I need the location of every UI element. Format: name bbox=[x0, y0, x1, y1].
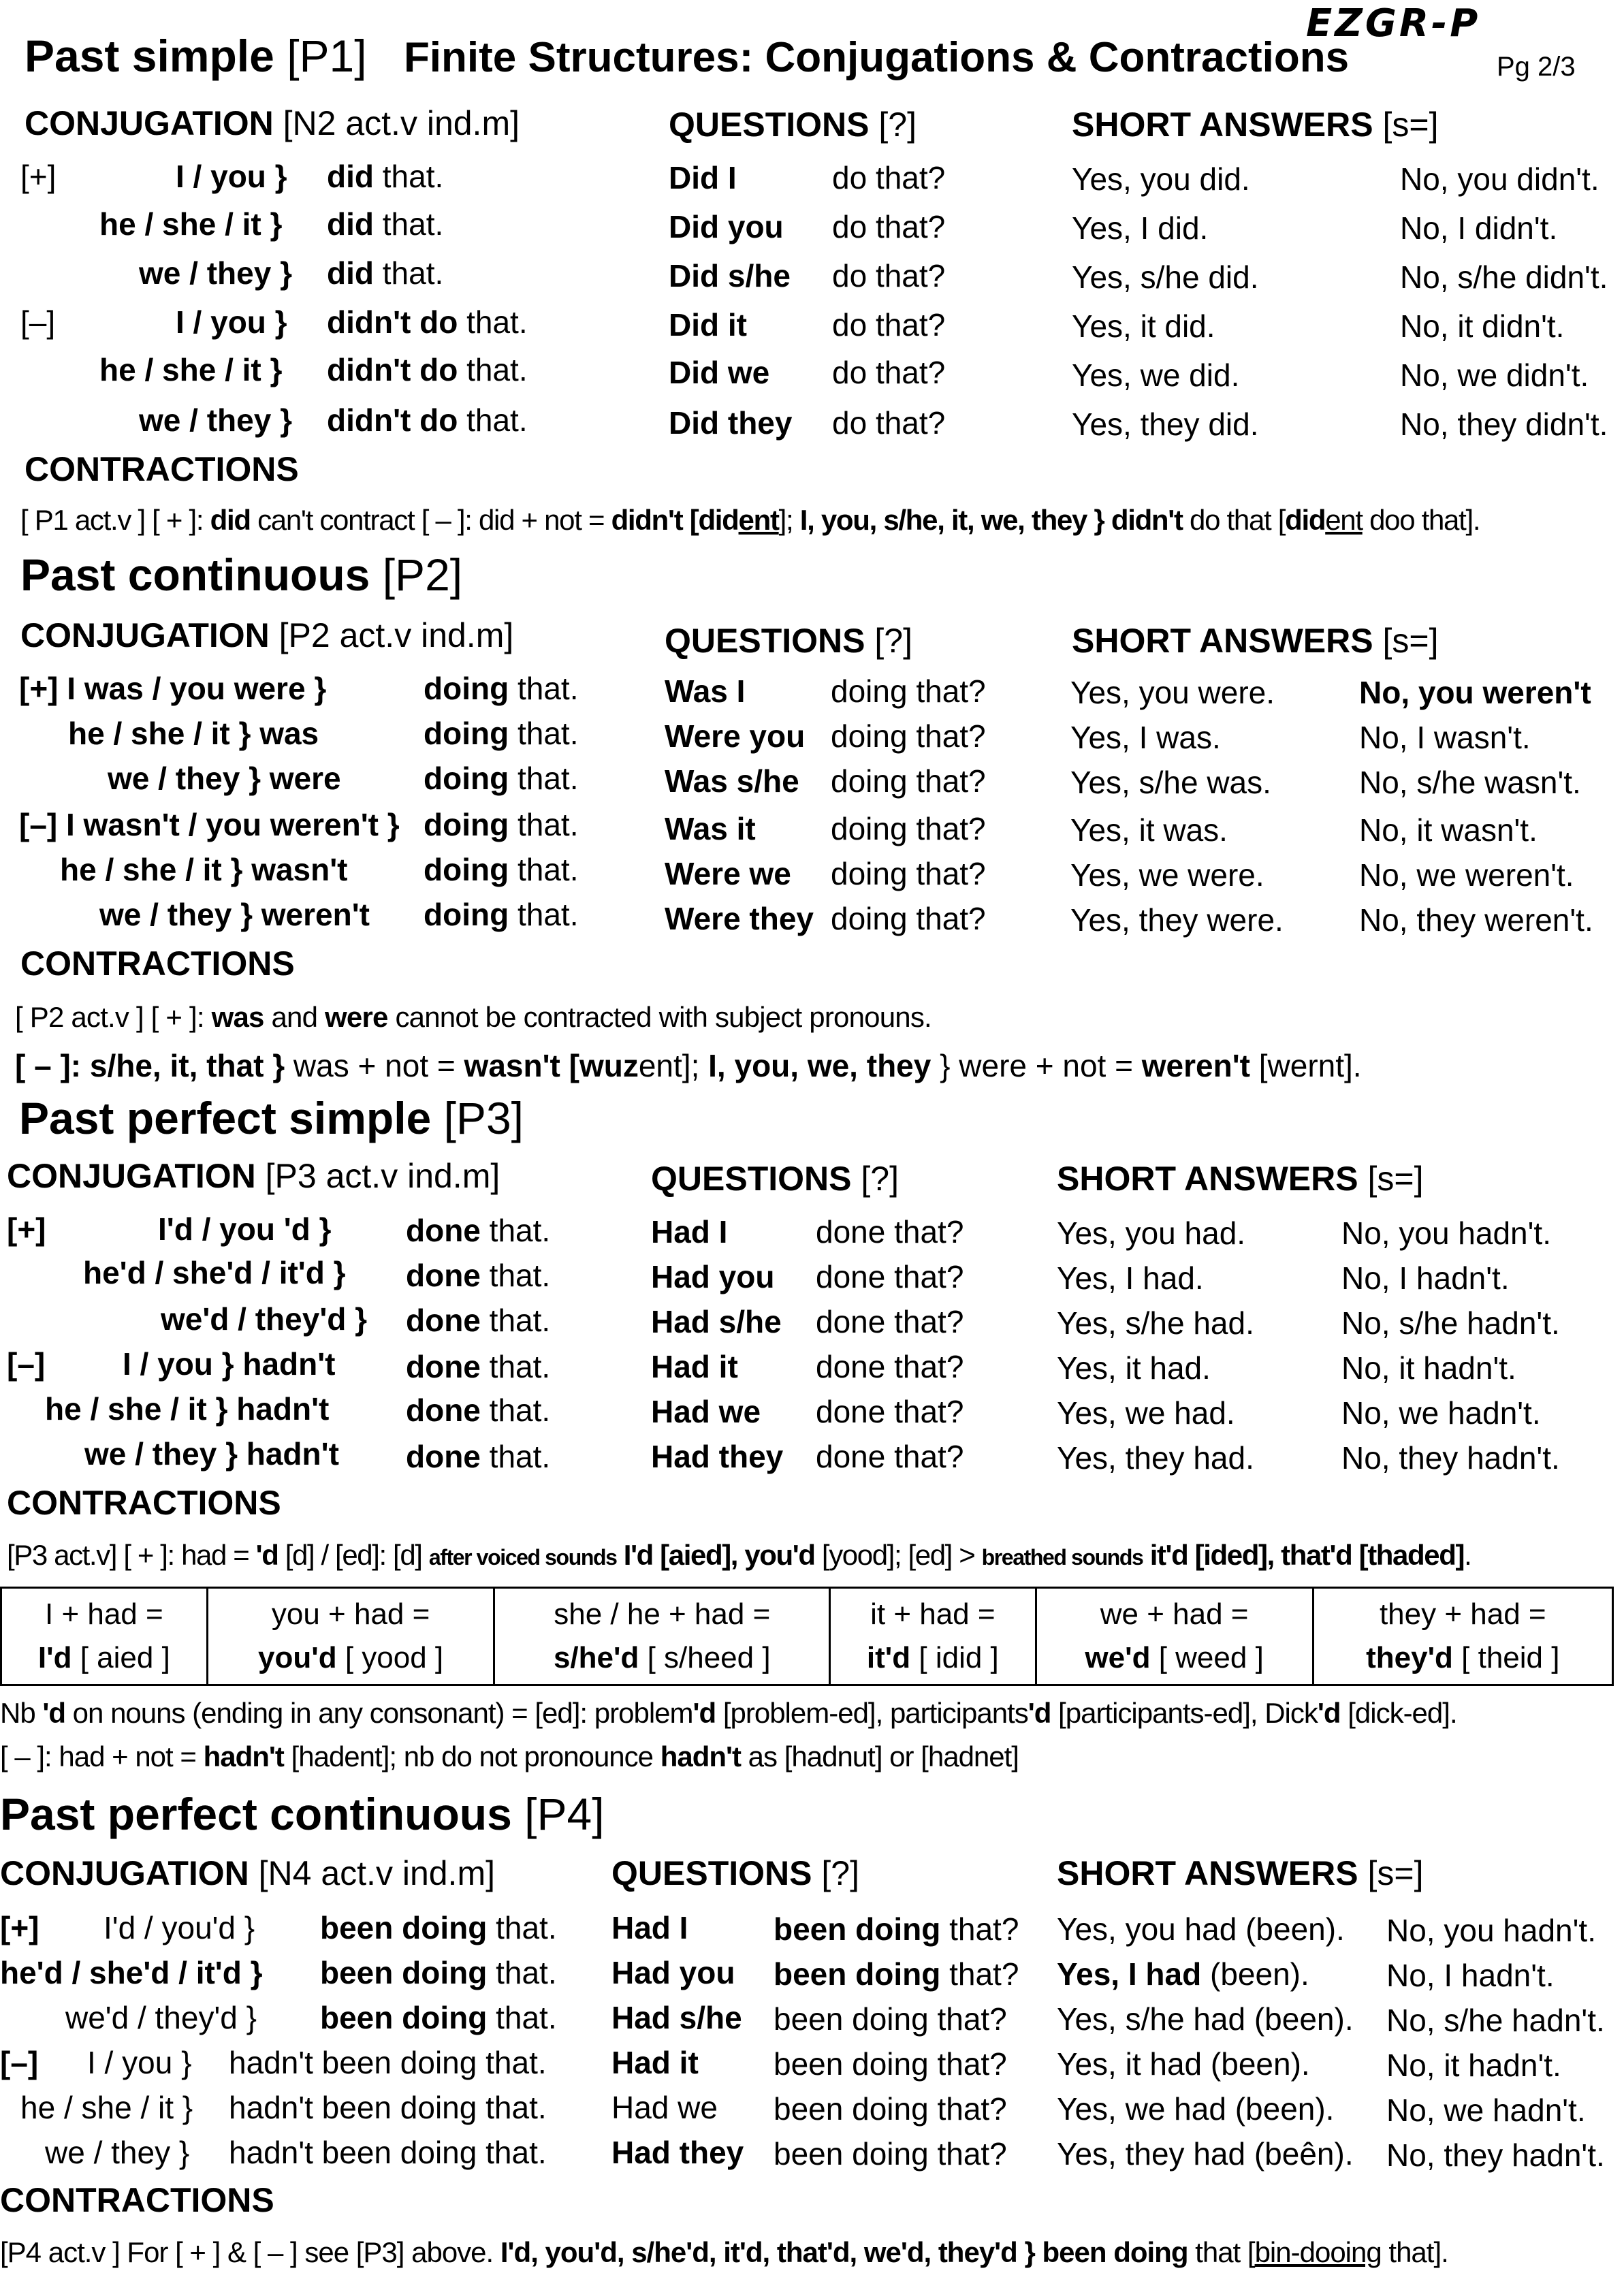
short-answer-yes: Yes, I had. bbox=[1057, 1260, 1204, 1296]
question-verb: been doing that? bbox=[774, 1956, 1019, 1992]
conj-subject: we'd / they'd } bbox=[161, 1301, 368, 1337]
question-subject: Did they bbox=[669, 405, 793, 441]
short-answer-yes: Yes, we had (been). bbox=[1057, 2091, 1335, 2127]
question-subject: Had it bbox=[611, 2045, 699, 2080]
short-answer-no: No, we hadn't. bbox=[1386, 2093, 1586, 2128]
short-answer-yes: Yes, s/he had. bbox=[1057, 1305, 1254, 1341]
questions-header-p3: QUESTIONS [?] bbox=[651, 1160, 899, 1198]
sign-minus-p4: [–] bbox=[0, 2045, 39, 2080]
short-answer-yes: Yes, it was. bbox=[1070, 812, 1228, 848]
short-answer-no: No, you didn't. bbox=[1400, 161, 1599, 197]
question-verb: done that? bbox=[816, 1259, 964, 1294]
short-answer-yes: Yes, s/he had (been). bbox=[1057, 2001, 1354, 2037]
question-subject: Had they bbox=[611, 2135, 744, 2170]
conj-verb: didn't do that. bbox=[327, 402, 528, 438]
question-subject: Had we bbox=[651, 1394, 761, 1429]
conjugation-header-p2: CONJUGATION [P2 act.v ind.m] bbox=[20, 616, 514, 654]
question-verb: do that? bbox=[832, 258, 946, 293]
short-answer-no: No, s/he wasn't. bbox=[1359, 765, 1581, 800]
conj-verb: doing that. bbox=[424, 897, 579, 932]
question-verb: doing that? bbox=[831, 763, 986, 799]
short-answer-no: No, it didn't. bbox=[1400, 308, 1565, 344]
short-answer-no: No, they didn't. bbox=[1400, 407, 1608, 442]
question-verb: doing that? bbox=[831, 673, 986, 709]
conj-subject: [–] I wasn't / you weren't } bbox=[19, 807, 400, 842]
question-subject: Did it bbox=[669, 307, 747, 343]
questions-header-p2: QUESTIONS [?] bbox=[665, 622, 912, 660]
short-answer-yes: Yes, it had (been). bbox=[1057, 2046, 1310, 2082]
short-answer-no: No, they weren't. bbox=[1359, 902, 1593, 938]
conj-verb: didn't do that. bbox=[327, 304, 528, 340]
nb-note-1: Nb 'd on nouns (ending in any consonant) = [ed]: problem'd [problem-ed], participants'd [participants-ed], Dick'd [dick-ed]. bbox=[0, 1697, 1457, 1729]
short-answer-no: No, we hadn't. bbox=[1341, 1395, 1541, 1431]
question-verb: do that? bbox=[832, 405, 946, 441]
short-answer-no: No, I wasn't. bbox=[1359, 720, 1531, 755]
conj-subject: we / they } bbox=[139, 255, 292, 291]
conj-subject: he / she / it } bbox=[99, 352, 283, 387]
short-answer-no: No, it wasn't. bbox=[1359, 812, 1538, 848]
contractions-note-p2-line2: [ – ]: s/he, it, that } was + not = wasn't [wuzent]; I, you, we, they } were + not = weren't [wernt]. bbox=[15, 1048, 1362, 1083]
conj-verb: done that. bbox=[406, 1303, 551, 1338]
short-answer-yes: Yes, they did. bbox=[1072, 407, 1259, 442]
question-subject: Was it bbox=[665, 811, 756, 846]
conj-verb: doing that. bbox=[424, 716, 579, 751]
question-subject: Was I bbox=[665, 673, 746, 709]
short-answers-header-p1: SHORT ANSWERS [s=] bbox=[1072, 106, 1439, 144]
contractions-note-p2-line1: [ P2 act.v ] [ + ]: was and were cannot be contracted with subject pronouns. bbox=[15, 1001, 932, 1033]
short-answer-no: No, s/he hadn't. bbox=[1386, 2003, 1605, 2038]
short-answer-yes: Yes, s/he did. bbox=[1072, 259, 1259, 295]
nb-note-2: [ – ]: had + not = hadn't [hadent]; nb do not pronounce hadn't as [hadnut] or [hadnet] bbox=[0, 1740, 1019, 1772]
contractions-header-p1: CONTRACTIONS bbox=[25, 450, 299, 488]
conj-subject: we / they } bbox=[45, 2135, 190, 2170]
conj-verb: been doing that. bbox=[320, 1910, 557, 1945]
sign-plus-p4: [+] bbox=[0, 1910, 39, 1945]
question-verb: done that? bbox=[816, 1439, 964, 1474]
question-subject: Did we bbox=[669, 355, 770, 390]
question-verb: been doing that? bbox=[774, 2046, 1007, 2082]
short-answer-no: No, I hadn't. bbox=[1386, 1958, 1555, 1993]
question-verb: been doing that? bbox=[774, 2136, 1007, 2171]
questions-header-p4: QUESTIONS [?] bbox=[611, 1854, 859, 1892]
conj-subject: we'd / they'd } bbox=[65, 2000, 257, 2035]
question-verb: done that? bbox=[816, 1394, 964, 1429]
question-verb: do that? bbox=[832, 209, 946, 244]
question-subject: Had it bbox=[651, 1349, 738, 1384]
short-answer-yes: Yes, they were. bbox=[1070, 902, 1284, 938]
question-subject: Were we bbox=[665, 856, 791, 891]
conj-verb: did that. bbox=[327, 255, 444, 291]
short-answer-no: No, you hadn't. bbox=[1341, 1215, 1551, 1251]
table-cell: they + had = they'd [ theid ] bbox=[1313, 1588, 1612, 1685]
short-answer-yes: Yes, you had. bbox=[1057, 1215, 1246, 1251]
question-subject: Had they bbox=[651, 1439, 784, 1474]
short-answer-no: No, I didn't. bbox=[1400, 210, 1558, 246]
question-subject: Had you bbox=[651, 1259, 775, 1294]
table-cell: it + had = it'd [ idid ] bbox=[830, 1588, 1036, 1685]
short-answer-yes: Yes, you were. bbox=[1070, 675, 1275, 710]
questions-header-p1: QUESTIONS [?] bbox=[669, 106, 917, 144]
contractions-header-p2: CONTRACTIONS bbox=[20, 944, 295, 983]
conj-verb: doing that. bbox=[424, 807, 579, 842]
conj-verb: done that. bbox=[406, 1213, 551, 1248]
short-answer-yes: Yes, you had (been). bbox=[1057, 1911, 1345, 1947]
question-subject: Had we bbox=[611, 2090, 718, 2125]
sign-plus-p1: [+] bbox=[20, 159, 57, 194]
conj-verb: done that. bbox=[406, 1349, 551, 1384]
short-answer-yes: Yes, s/he was. bbox=[1070, 765, 1271, 800]
conj-subject: I / you } bbox=[87, 2045, 192, 2080]
conjugation-header-p1: CONJUGATION [N2 act.v ind.m] bbox=[25, 104, 520, 142]
question-verb: done that? bbox=[816, 1304, 964, 1339]
short-answer-yes: Yes, I did. bbox=[1072, 210, 1209, 246]
page-code: EZGR-P bbox=[1306, 1, 1481, 46]
question-verb: do that? bbox=[832, 355, 946, 390]
conj-subject: we / they } bbox=[139, 402, 292, 438]
sign-minus-p3: [–] bbox=[7, 1346, 46, 1382]
conj-verb: done that. bbox=[406, 1439, 551, 1474]
question-subject: Had s/he bbox=[611, 2000, 742, 2035]
short-answer-yes: Yes, it had. bbox=[1057, 1350, 1211, 1386]
short-answer-yes: Yes, they had. bbox=[1057, 1440, 1254, 1476]
conj-verb: did that. bbox=[327, 159, 444, 194]
question-verb: doing that? bbox=[831, 901, 986, 936]
conj-subject: he / she / it } bbox=[99, 206, 283, 242]
conj-subject: he / she / it } wasn't bbox=[60, 852, 348, 887]
question-verb: been doing that? bbox=[774, 1911, 1019, 1947]
conj-verb: doing that. bbox=[424, 852, 579, 887]
question-verb: done that? bbox=[816, 1214, 964, 1250]
table-cell: we + had = we'd [ weed ] bbox=[1036, 1588, 1313, 1685]
conj-subject: I / you } bbox=[176, 159, 287, 194]
question-subject: Did I bbox=[669, 160, 737, 195]
had-contractions-table bbox=[0, 1587, 1614, 1686]
conj-subject: he / she / it } hadn't bbox=[45, 1391, 330, 1427]
table-cell: you + had = you'd [ yood ] bbox=[207, 1588, 494, 1685]
short-answer-no: No, they hadn't. bbox=[1386, 2137, 1605, 2173]
page-number: Pg 2/3 bbox=[1497, 52, 1576, 82]
conj-subject: we / they } hadn't bbox=[84, 1436, 339, 1471]
conj-verb: doing that. bbox=[424, 671, 579, 706]
conj-subject: we / they } weren't bbox=[99, 897, 370, 932]
question-verb: do that? bbox=[832, 307, 946, 343]
short-answer-yes: Yes, we had. bbox=[1057, 1395, 1235, 1431]
question-subject: Did s/he bbox=[669, 258, 791, 293]
contractions-note-p3: [P3 act.v] [ + ]: had = 'd [d] / [ed]: [d] after voiced sounds I'd [aied], you'd [yood]; [ed] > breathed sounds it'd [ided], that'd [thaded]. bbox=[7, 1539, 1471, 1571]
question-subject: Were you bbox=[665, 718, 806, 754]
conj-verb: done that. bbox=[406, 1393, 551, 1428]
short-answer-no: No, they hadn't. bbox=[1341, 1440, 1560, 1476]
question-subject: Was s/he bbox=[665, 763, 799, 799]
conj-verb: done that. bbox=[406, 1258, 551, 1293]
section-title-p3: Past perfect simple [P3] bbox=[19, 1093, 524, 1143]
table-cell: I + had = I'd [ aied ] bbox=[1, 1588, 208, 1685]
question-verb: been doing that? bbox=[774, 2001, 1007, 2037]
short-answer-no: No, s/he hadn't. bbox=[1341, 1305, 1560, 1341]
conj-verb: didn't do that. bbox=[327, 352, 528, 387]
short-answer-yes: Yes, you did. bbox=[1072, 161, 1250, 197]
contractions-note-p4: [P4 act.v ] For [ + ] & [ – ] see [P3] above. I'd, you'd, s/he'd, it'd, that'd, we'd, they'd } been doing that [bin-dooing that]. bbox=[0, 2236, 1448, 2268]
section-title-p4: Past perfect continuous [P4] bbox=[0, 1789, 605, 1839]
short-answer-no: No, I hadn't. bbox=[1341, 1260, 1510, 1296]
conj-verb: hadn't been doing that. bbox=[229, 2045, 547, 2080]
conj-subject: [+] I was / you were } bbox=[19, 671, 327, 706]
short-answer-no: No, you hadn't. bbox=[1386, 1913, 1596, 1948]
section-title-p1: Past simple [P1] Finite Structures: Conjugations & Contractions bbox=[25, 31, 1350, 81]
question-verb: been doing that? bbox=[774, 2091, 1007, 2127]
question-subject: Had I bbox=[611, 1910, 688, 1945]
short-answer-no: No, we weren't. bbox=[1359, 857, 1574, 893]
table-cell: she / he + had = s/he'd [ s/heed ] bbox=[494, 1588, 830, 1685]
short-answer-yes: Yes, it did. bbox=[1072, 308, 1215, 344]
short-answer-yes: Yes, I had (been). bbox=[1057, 1956, 1309, 1992]
conj-subject: he / she / it } bbox=[20, 2090, 193, 2125]
question-verb: doing that? bbox=[831, 718, 986, 754]
question-verb: do that? bbox=[832, 160, 946, 195]
question-verb: doing that? bbox=[831, 856, 986, 891]
question-subject: Were they bbox=[665, 901, 814, 936]
question-subject: Had you bbox=[611, 1955, 735, 1990]
short-answers-header-p4: SHORT ANSWERS [s=] bbox=[1057, 1854, 1424, 1892]
question-verb: done that? bbox=[816, 1349, 964, 1384]
conj-verb: hadn't been doing that. bbox=[229, 2135, 547, 2170]
short-answer-no: No, you weren't bbox=[1359, 675, 1591, 710]
conj-verb: been doing that. bbox=[320, 1955, 557, 1990]
conj-subject: I'd / you'd } bbox=[104, 1910, 255, 1945]
conj-verb: been doing that. bbox=[320, 2000, 557, 2035]
contractions-header-p3: CONTRACTIONS bbox=[7, 1484, 281, 1522]
short-answer-no: No, it hadn't. bbox=[1386, 2048, 1561, 2083]
conjugation-header-p3: CONJUGATION [P3 act.v ind.m] bbox=[7, 1157, 500, 1195]
short-answer-yes: Yes, I was. bbox=[1070, 720, 1221, 755]
section-title-p2: Past continuous [P2] bbox=[20, 550, 463, 600]
sign-plus-p3: [+] bbox=[7, 1211, 46, 1247]
question-subject: Had s/he bbox=[651, 1304, 782, 1339]
question-verb: doing that? bbox=[831, 811, 986, 846]
conj-verb: doing that. bbox=[424, 761, 579, 796]
question-subject: Had I bbox=[651, 1214, 728, 1250]
conj-subject: he / she / it } was bbox=[68, 716, 319, 751]
short-answer-no: No, we didn't. bbox=[1400, 357, 1589, 393]
sign-minus-p1: [–] bbox=[20, 304, 56, 340]
conj-subject: I / you } hadn't bbox=[123, 1346, 336, 1382]
conj-subject: I / you } bbox=[176, 304, 287, 340]
conj-subject: we / they } were bbox=[108, 761, 341, 796]
short-answers-header-p2: SHORT ANSWERS [s=] bbox=[1072, 622, 1439, 660]
conj-verb: hadn't been doing that. bbox=[229, 2090, 547, 2125]
short-answers-header-p3: SHORT ANSWERS [s=] bbox=[1057, 1160, 1424, 1198]
conj-subject: he'd / she'd / it'd } bbox=[83, 1255, 346, 1290]
short-answer-no: No, it hadn't. bbox=[1341, 1350, 1516, 1386]
short-answer-yes: Yes, they had (beên). bbox=[1057, 2136, 1354, 2171]
contractions-note-p1: [ P1 act.v ] [ + ]: did can't contract [ – ]: did + not = didn't [dident]; I, you, s/he, it, we, they } didn't do that [dident doo that]. bbox=[20, 504, 1480, 536]
short-answer-yes: Yes, we did. bbox=[1072, 357, 1240, 393]
contractions-header-p4: CONTRACTIONS bbox=[0, 2181, 274, 2219]
short-answer-yes: Yes, we were. bbox=[1070, 857, 1264, 893]
question-subject: Did you bbox=[669, 209, 784, 244]
conj-subject: I'd / you 'd } bbox=[158, 1211, 332, 1247]
conj-subject: he'd / she'd / it'd } bbox=[0, 1955, 263, 1990]
short-answer-no: No, s/he didn't. bbox=[1400, 259, 1608, 295]
conjugation-header-p4: CONJUGATION [N4 act.v ind.m] bbox=[0, 1854, 495, 1892]
conj-verb: did that. bbox=[327, 206, 444, 242]
